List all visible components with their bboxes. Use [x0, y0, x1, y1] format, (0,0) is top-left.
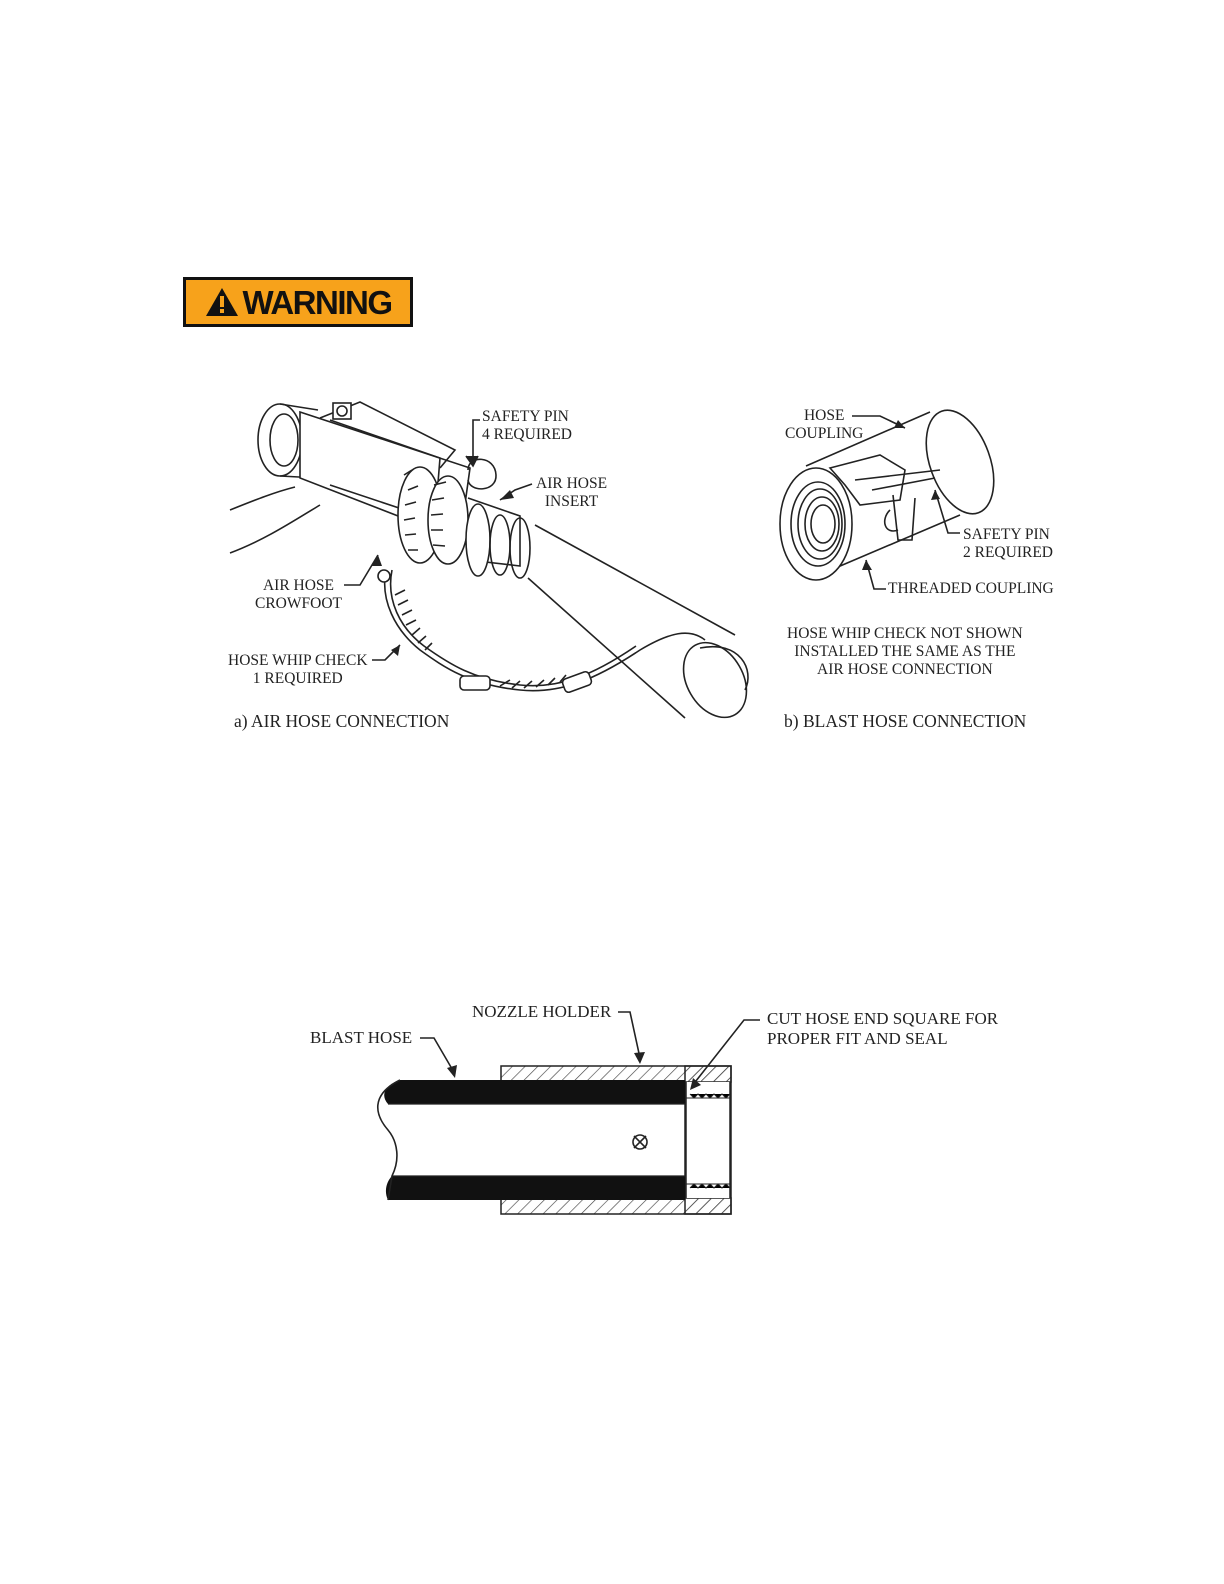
- blast-hose-label: BLAST HOSE: [310, 1028, 413, 1047]
- safety-pin-label-a: SAFETY PIN 4 REQUIRED: [482, 408, 572, 443]
- air-hose-insert-label: AIR HOSE INSERT: [536, 475, 608, 510]
- cut-hose-note: CUT HOSE END SQUARE FOR PROPER FIT AND SEAL: [767, 1009, 999, 1048]
- nozzle-holder-label: NOZZLE HOLDER: [472, 1002, 612, 1021]
- hose-coupling-label: HOSE COUPLING: [785, 407, 864, 442]
- air-hose-connection-caption: a) AIR HOSE CONNECTION: [234, 711, 450, 731]
- safety-pin-label-b: SAFETY PIN 2 REQUIRED: [963, 526, 1053, 561]
- hose-whip-check-label: HOSE WHIP CHECK 1 REQUIRED: [228, 652, 368, 687]
- whip-check-note: HOSE WHIP CHECK NOT SHOWN INSTALLED THE SAME AS THE AIR HOSE CONNECTION: [787, 625, 1023, 678]
- threaded-coupling-label: THREADED COUPLING: [888, 580, 1054, 597]
- blast-hose-connection-caption: b) BLAST HOSE CONNECTION: [784, 711, 1027, 731]
- air-hose-crowfoot-label: AIR HOSE CROWFOOT: [255, 577, 342, 612]
- warning-label: WARNING: [242, 283, 392, 321]
